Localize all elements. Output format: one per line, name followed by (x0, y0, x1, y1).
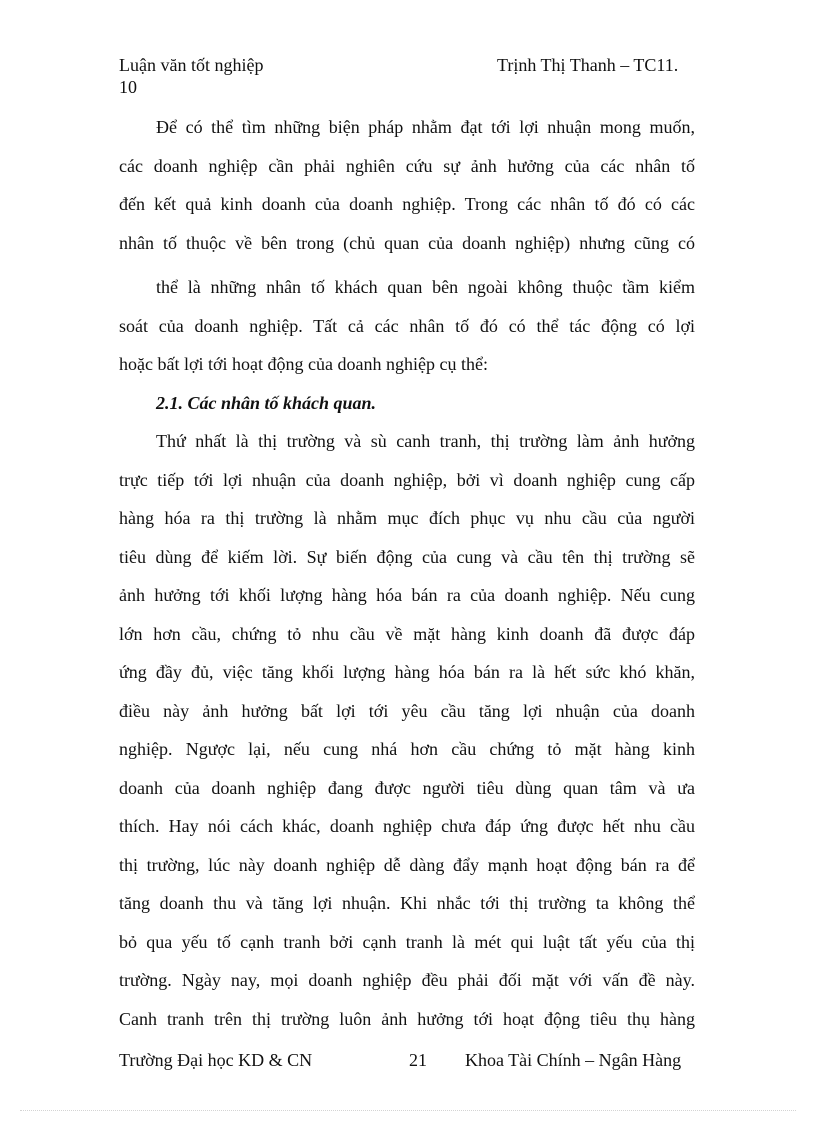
document-body (119, 112, 695, 1042)
section-heading: 2.1. Các nhân tố khách quan. (156, 392, 377, 413)
paragraph-line: thị trường, lúc này doanh nghiệp dễ dàng đẩy mạnh hoạt động bán ra để (119, 854, 695, 875)
paragraph-line: ảnh hưởng tới khối lượng hàng hóa bán ra của doanh nghiệp. Nếu cung (119, 585, 695, 605)
paragraph-line: bỏ qua yếu tố cạnh tranh bởi cạnh tranh là mét qui luật tất yếu của thị (119, 931, 695, 952)
header-right: Trịnh Thị Thanh – TC11. (497, 55, 679, 75)
header-number: 10 (119, 77, 137, 97)
paragraph-line: Để có thể tìm những biện pháp nhằm đạt tới lợi nhuận mong muốn, (156, 117, 695, 137)
paragraph-line: trực tiếp tới lợi nhuận của doanh nghiệp, bởi vì doanh nghiệp cung cấp (119, 469, 695, 490)
paragraph-line: nghiệp. Ngược lại, nếu cung nhá hơn cầu chứng tỏ mặt hàng kinh (119, 739, 695, 759)
paragraph-line: Canh tranh trên thị trường luôn ảnh hưởng tới hoạt động tiêu thụ hàng (119, 1008, 695, 1029)
paragraph-line: doanh của doanh nghiệp đang được người tiêu dùng quan tâm và ưa (119, 777, 695, 798)
paragraph-line: tiêu dùng để kiếm lời. Sự biến động của cung và cầu tên thị trường sẽ (119, 546, 695, 567)
footer-school: Trường Đại học KD & CN (119, 1050, 313, 1070)
paragraph-line: thích. Hay nói cách khác, doanh nghiệp chưa đáp ứng được hết nhu cầu (119, 816, 695, 836)
paragraph-line: điều này ảnh hưởng bất lợi tới yêu cầu tăng lợi nhuận của doanh (119, 700, 695, 721)
footer-department: Khoa Tài Chính – Ngân Hàng (465, 1050, 682, 1070)
paragraph-line: Thứ nhất là thị trường và sù canh tranh, thị trường làm ảnh hưởng (156, 431, 695, 451)
header-left: Luận văn tốt nghiệp (119, 55, 264, 75)
paragraph-line: tăng doanh thu và tăng lợi nhuận. Khi nhắc tới thị trường ta không thể (119, 893, 695, 913)
paragraph-line: đến kết quả kinh doanh của doanh nghiệp. Trong các nhân tố đó có các (119, 194, 695, 214)
paragraph-line: hàng hóa ra thị trường là nhằm mục đích phục vụ nhu cầu của người (119, 508, 695, 528)
paragraph-line: nhân tố thuộc về bên trong (chủ quan của doanh nghiệp) nhưng cũng có (119, 232, 695, 253)
paragraph-line: lớn hơn cầu, chứng tỏ nhu cầu về mặt hàng kinh doanh đã được đáp (119, 623, 695, 644)
paragraph-line: soát của doanh nghiệp. Tất cả các nhân tố đó có thể tác động có lợi (119, 315, 695, 336)
paragraph-line: thể là những nhân tố khách quan bên ngoài không thuộc tầm kiểm (156, 277, 695, 297)
page-number: 21 (409, 1050, 427, 1070)
paragraph-line: hoặc bất lợi tới hoạt động của doanh nghiệp cụ thể: (119, 354, 488, 374)
page-bottom-border (20, 1110, 796, 1111)
paragraph-line: ứng đầy đủ, việc tăng khối lượng hàng hóa bán ra là hết sức khó khăn, (119, 662, 695, 682)
paragraph-line: các doanh nghiệp cần phải nghiên cứu sự ảnh hưởng của các nhân tố (119, 155, 695, 176)
paragraph-line: trường. Ngày nay, mọi doanh nghiệp đều phải đối mặt với vấn đề này. (119, 970, 695, 990)
